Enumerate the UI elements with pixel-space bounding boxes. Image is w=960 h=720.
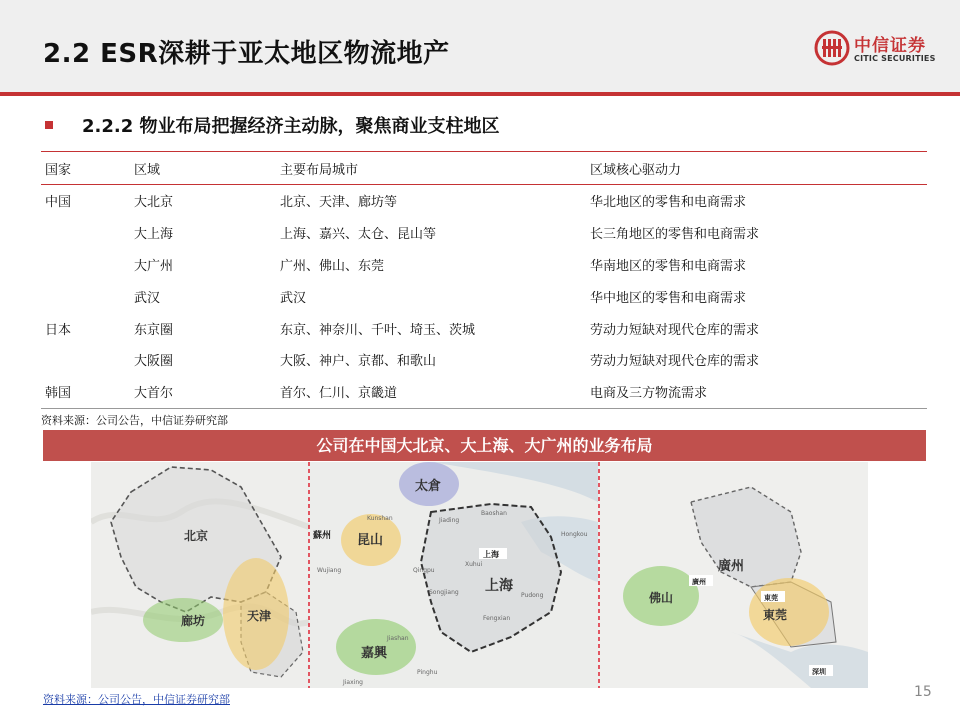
beijing-label: 北京 <box>184 529 209 543</box>
cell-cities: 东京、神奈川、千叶、埼玉、茨城 <box>280 322 476 338</box>
page-number: 15 <box>914 684 932 700</box>
layout-table <box>41 151 927 409</box>
map-small-label: Kunshan <box>367 515 393 522</box>
cell-cities: 大阪、神户、京都、和歌山 <box>280 354 437 370</box>
langfang-label: 廊坊 <box>181 614 206 628</box>
jiaxing-label: 嘉興 <box>361 646 388 661</box>
cell-country <box>41 280 130 312</box>
section-bullet-icon <box>45 121 53 129</box>
cell-country: 日本 <box>45 322 72 338</box>
maps-panel <box>91 462 868 688</box>
cell-region: 武汉 <box>134 290 161 306</box>
cell-region: 大广州 <box>134 258 174 274</box>
guangzhou-map <box>600 462 868 688</box>
guangzhou-label: 廣州 <box>718 559 745 574</box>
cell-country <box>41 344 130 376</box>
suzhou-label: 蘇州 <box>313 531 332 541</box>
cell-driver: 电商及三方物流需求 <box>586 376 927 408</box>
table-header-row <box>41 152 927 185</box>
table-source-note: 资料来源：公司公告，中信证券研究部 <box>41 414 228 427</box>
cell-region: 大上海 <box>134 227 174 243</box>
header-driver: 区域核心驱动力 <box>586 152 927 185</box>
header-rule <box>0 92 960 96</box>
dongguan-label: 東莞 <box>763 608 788 622</box>
map-small-label: Jiaxing <box>343 679 363 686</box>
dongguan-zone <box>749 578 829 646</box>
shanghai-label: 上海 <box>485 578 513 594</box>
map-small-label: Pinghu <box>417 669 438 676</box>
cell-country <box>41 217 130 249</box>
logo-chinese: 中信证券 <box>854 36 926 56</box>
shenzhen-tag: 深圳 <box>812 668 826 676</box>
tianjin-label: 天津 <box>247 609 272 623</box>
cell-cities: 广州、佛山、东莞 <box>280 258 385 274</box>
cell-country <box>41 249 130 281</box>
map-banner: 公司在中国大北京、大上海、大广州的业务布局 <box>43 430 926 461</box>
map-small-label: Pudong <box>521 592 544 599</box>
map-small-label: Xuhui <box>465 561 483 568</box>
table-row <box>41 312 927 344</box>
cell-driver: 劳动力短缺对现代仓库的需求 <box>590 322 760 338</box>
page-title: 2.2 ESR深耕于亚太地区物流地产 <box>43 39 450 69</box>
cell-cities: 北京、天津、廊坊等 <box>280 195 398 211</box>
kunshan-label: 昆山 <box>357 533 384 548</box>
table-row <box>41 344 927 376</box>
logo-english: CITIC SECURITIES <box>854 54 936 63</box>
map-small-label: Songjiang <box>429 589 459 596</box>
taicang-label: 太倉 <box>415 479 442 494</box>
cell-country: 韩国 <box>41 376 130 408</box>
footer-source-link[interactable]: 资料来源：公司公告，中信证券研究部 <box>43 693 230 706</box>
guangzhou-tag: 廣州 <box>692 578 706 586</box>
dongguan-tag: 東莞 <box>764 594 778 602</box>
map-small-label: Jiading <box>439 517 460 524</box>
map-small-label: Jiashan <box>387 635 409 642</box>
table-row <box>41 280 927 312</box>
cell-driver: 劳动力短缺对现代仓库的需求 <box>590 354 760 370</box>
map-small-label: Wujiang <box>317 567 342 574</box>
map-small-label: Hongkou <box>561 531 588 538</box>
citic-logo-icon <box>814 30 850 66</box>
cell-region: 大首尔 <box>130 376 276 408</box>
table-row <box>41 217 927 249</box>
foshan-label: 佛山 <box>649 591 674 605</box>
citic-logo <box>814 30 944 70</box>
table-row <box>41 185 927 217</box>
table-row <box>41 249 927 281</box>
shanghai-tag: 上海 <box>483 550 499 559</box>
cell-driver: 华北地区的零售和电商需求 <box>590 195 747 211</box>
cell-region: 大阪圈 <box>134 354 174 370</box>
cell-cities: 武汉 <box>280 290 307 306</box>
map-small-label: Baoshan <box>481 510 507 517</box>
maps-svg <box>91 462 868 688</box>
table-row <box>41 376 927 408</box>
map-small-label: Qingpu <box>413 567 435 574</box>
cell-driver: 华中地区的零售和电商需求 <box>590 290 747 306</box>
header-region: 区域 <box>130 152 276 185</box>
cell-region: 东京圈 <box>134 322 174 338</box>
header-country: 国家 <box>41 152 130 185</box>
section-title: 2.2.2 物业布局把握经济主动脉，聚焦商业支柱地区 <box>82 116 500 137</box>
cell-cities: 上海、嘉兴、太仓、昆山等 <box>280 227 437 243</box>
header-cities: 主要布局城市 <box>276 152 586 185</box>
cell-country: 中国 <box>45 195 72 211</box>
cell-region: 大北京 <box>134 195 174 211</box>
shanghai-map <box>310 462 598 688</box>
cell-cities: 首尔、仁川、京畿道 <box>276 376 586 408</box>
beijing-map <box>91 462 309 688</box>
cell-driver: 长三角地区的零售和电商需求 <box>590 227 760 243</box>
map-small-label: Fengxian <box>483 615 511 622</box>
cell-driver: 华南地区的零售和电商需求 <box>590 258 747 274</box>
